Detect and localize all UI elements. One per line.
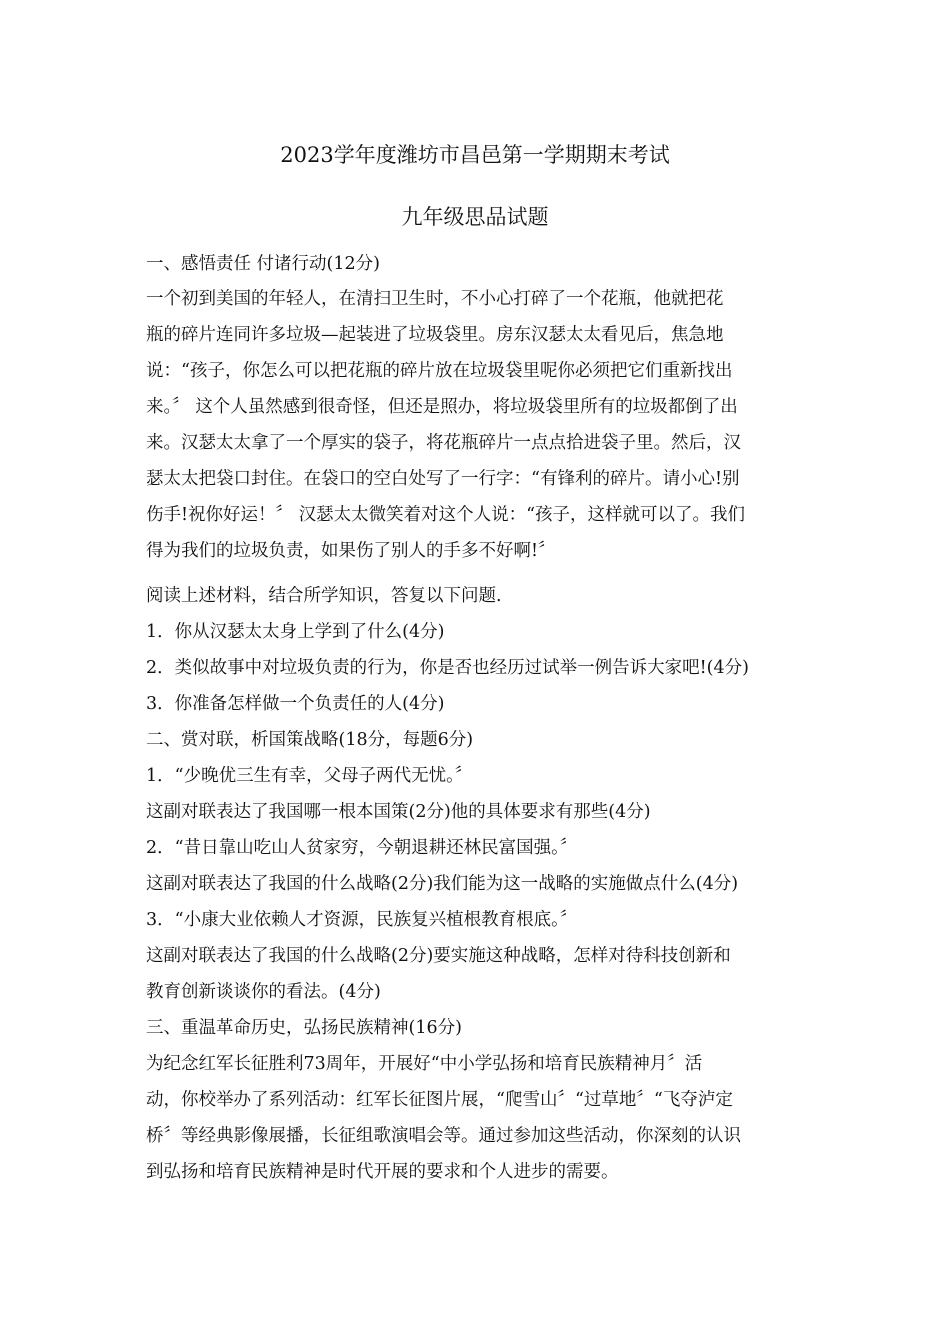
question-2-3: 这副对联表达了我国的什么战略(2分)要实施这种战略，怎样对待科技创新和 [146, 946, 731, 966]
couplet-1: 1．“少晚优三生有幸，父母子两代无忧。〞 [146, 766, 473, 786]
section-1-heading: 一、感悟责任 付诸行动(12分) [146, 254, 380, 274]
couplet-2: 2．“昔日靠山吃山人贫家穷，今朝退耕还林民富国强。〞 [146, 838, 578, 858]
question-1-2: 2．类似故事中对垃圾负责的行为，你是否也经历过试举一例告诉大家吧!(4分) [146, 658, 749, 678]
passage-1-line: 来。汉瑟太太拿了一个厚实的袋子，将花瓶碎片一点点拾进袋子里。然后，汉 [146, 433, 741, 453]
question-2-2: 这副对联表达了我国的什么战略(2分)我们能为这一战略的实施做点什么(4分) [146, 874, 739, 894]
couplet-3: 3．“小康大业依赖人才资源，民族复兴植根教育根底。〞 [146, 910, 578, 930]
passage-1-line: 说：“孩子，你怎么可以把花瓶的碎片放在垃圾袋里呢你必须把它们重新找出 [146, 361, 733, 381]
passage-1-line: 一个初到美国的年轻人，在清扫卫生时，不小心打碎了一个花瓶，他就把花 [146, 289, 724, 309]
section-3-heading: 三、重温革命历史，弘扬民族精神(16分) [146, 1018, 462, 1038]
passage-1-line: 来。〞 这个人虽然感到很奇怪，但还是照办，将垃圾袋里所有的垃圾都倒了出 [146, 397, 738, 417]
exam-title: 2023学年度潍坊市昌邑第一学期期末考试 [280, 143, 670, 167]
question-1-3: 3．你准备怎样做一个负责任的人(4分) [146, 694, 445, 714]
passage-1-line: 得为我们的垃圾负责，如果伤了别人的手多不好啊!〞 [146, 541, 556, 561]
instruction-line: 阅读上述材料，结合所学知识，答复以下问题. [146, 586, 502, 606]
passage-3-line: 为纪念红军长征胜利73周年，开展好“中小学弘扬和培育民族精神月〞活 [146, 1054, 703, 1074]
passage-3-line: 到弘扬和培育民族精神是时代开展的要求和个人进步的需要。 [146, 1162, 619, 1182]
passage-3-line: 桥〞等经典影像展播，长征组歌演唱会等。通过参加这些活动，你深刻的认识 [146, 1126, 741, 1146]
section-2-heading: 二、赏对联，析国策战略(18分，每题6分) [146, 730, 474, 750]
passage-1-line: 伤手!祝你好运！〞 汉瑟太太微笑着对这个人说：“孩子，这样就可以了。我们 [146, 505, 746, 525]
exam-subtitle: 九年级思品试题 [401, 205, 549, 229]
question-2-3-cont: 教育创新谈谈你的看法。(4分) [146, 982, 381, 1002]
question-2-1: 这副对联表达了我国哪一根本国策(2分)他的具体要求有那些(4分) [146, 802, 651, 822]
passage-1-line: 瓶的碎片连同许多垃圾—起装进了垃圾袋里。房东汉瑟太太看见后，焦急地 [146, 325, 724, 345]
passage-1-line: 瑟太太把袋口封住。在袋口的空白处写了一行字：“有锋利的碎片。请小心!别 [146, 469, 740, 489]
question-1-1: 1．你从汉瑟太太身上学到了什么(4分) [146, 622, 445, 642]
passage-3-line: 动，你校举办了系列活动：红军长征图片展，“爬雪山〞“过草地〞“飞夺泸定 [146, 1090, 733, 1110]
